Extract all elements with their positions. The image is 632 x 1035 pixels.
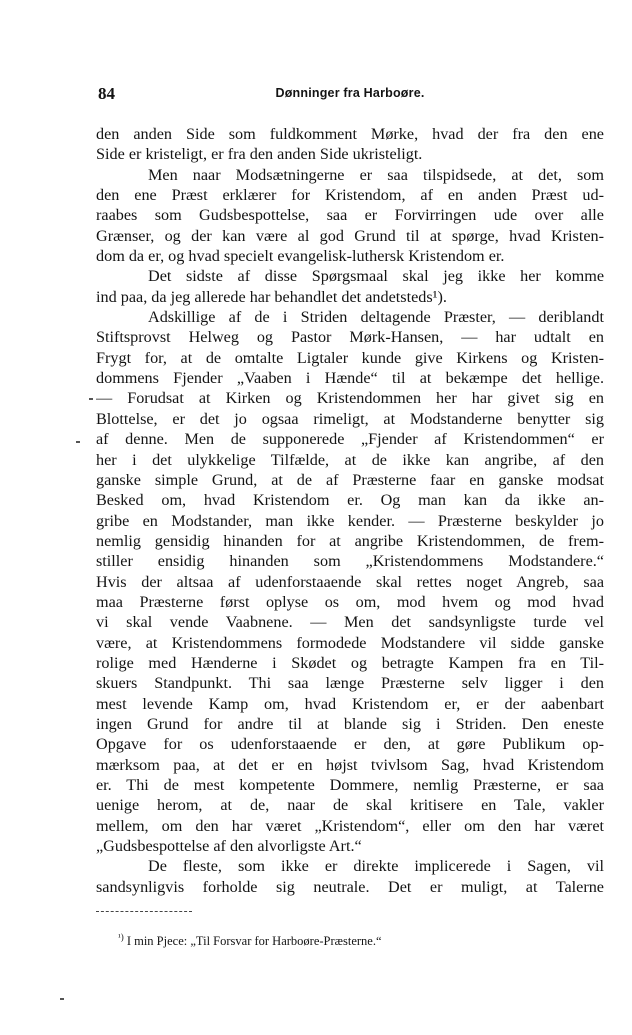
body-text [96, 124, 604, 897]
text-line: De fleste, som ikke er direkte implicerede i Sagen, vil [148, 857, 604, 876]
text-line: raabes som Gudsbespottelse, saa er Forvirringen ude over alle [96, 206, 604, 225]
text-line: her i det ulykkelige Tilfælde, at de ikke kan angribe, af den [96, 450, 604, 469]
text-line: ingen Grund for andre til at blande sig i Striden. Den eneste [96, 714, 604, 733]
footnote-marker: ¹) [118, 932, 124, 942]
footnote-rule [96, 911, 192, 912]
text-line: „Gudsbespottelse af den alvorligste Art.“ [96, 837, 362, 856]
text-line: Blottelse, er det jo ogsaa rimeligt, at Modstanderne benytter sig [96, 409, 604, 428]
text-line: mærksom paa, at det er en højst tvivlsom Sag, hvad Kristendom [96, 755, 604, 774]
text-line: ganske simple Grund, at de af Præsterne faar en ganske modsat [96, 470, 604, 489]
footnote [118, 929, 382, 949]
text-line: den ene Præst erklærer for Kristendom, af en anden Præst ud- [96, 186, 604, 205]
text-line: skuers Standpunkt. Thi saa længe Præsterne selv ligger i den [96, 674, 604, 693]
text-line: dommens Fjender „Vaaben i Hænde“ til at bekæmpe det hellige. [96, 369, 604, 388]
margin-mark [60, 998, 64, 1000]
text-line: mest levende Kamp om, hvad Kristendom er, er der aabenbart [96, 694, 604, 713]
text-line: Side er kristeligt, er fra den anden Side ukristeligt. [96, 145, 423, 164]
margin-mark [76, 441, 80, 443]
text-line: Frygt for, at de omtalte Ligtaler kunde give Kirkens og Kristen- [96, 348, 604, 367]
text-line: Grænser, og der kan være al god Grund til at spørge, hvad Kristen- [96, 226, 604, 245]
text-line: stiller ensidig hinanden som „Kristendommens Modstandere.“ [96, 552, 604, 571]
text-line: maa Præsterne først oplyse os om, mod hvem og mod hvad [96, 592, 604, 611]
text-line: Hvis der altsaa af udenforstaaende skal rettes noget Angreb, saa [96, 572, 604, 591]
text-line: Opgave for os udenforstaaende er den, at gøre Publikum op- [96, 735, 604, 754]
text-line: være, at Kristendommens formodede Modstandere vil sidde ganske [96, 633, 604, 652]
text-line: af denne. Men de supponerede „Fjender af Kristendommen“ er [96, 430, 604, 449]
text-line: Det sidste af disse Spørgsmaal skal jeg ikke her komme [148, 267, 604, 286]
text-line: vi skal vende Vaabnene. — Men det sandsynligste turde vel [96, 613, 604, 632]
text-line: gribe en Modstander, man ikke kender. — Præsterne beskylder jo [96, 511, 604, 530]
text-line: nemlig gensidig hinanden for at angribe Kristendommen, de frem- [96, 531, 604, 550]
page-header [96, 84, 604, 106]
margin-mark [89, 398, 93, 400]
text-line: ind paa, da jeg allerede har behandlet det andetsteds¹). [96, 287, 447, 306]
text-line: Men naar Modsætningerne er saa tilspidsede, at det, som [148, 165, 604, 184]
text-line: sandsynligvis forholde sig neutrale. Det er muligt, at Talerne [96, 877, 604, 896]
text-line: Stiftsprovst Helweg og Pastor Mørk-Hansen, — har udtalt en [96, 328, 604, 347]
text-line: uenige herom, at de, naar de skal kritisere en Tale, vakler [96, 796, 604, 815]
text-line: er. Thi de mest kompetente Dommere, nemlig Præsterne, er saa [96, 776, 604, 794]
running-title: Dønninger fra Harboøre. [275, 86, 425, 100]
text-line: Besked om, hvad Kristendom er. Og man kan da ikke an- [96, 491, 604, 510]
footnote-text: I min Pjece: „Til Forsvar for Harboøre-Præsterne.“ [126, 934, 382, 949]
page-number: 84 [98, 84, 115, 103]
text-line: — Forudsat at Kirken og Kristendommen her har givet sig en [96, 389, 604, 408]
text-line: rolige med Hænderne i Skødet og betragte Kampen fra en Til- [96, 653, 604, 672]
text-line: den anden Side som fuldkomment Mørke, hvad der fra den ene [96, 125, 604, 143]
text-line: mellem, om den har været „Kristendom“, eller om den har været [96, 816, 604, 835]
text-line: Adskillige af de i Striden deltagende Præster, — deriblandt [148, 308, 604, 327]
text-line: dom da er, og hvad specielt evangelisk-luthersk Kristendom er. [96, 247, 505, 266]
